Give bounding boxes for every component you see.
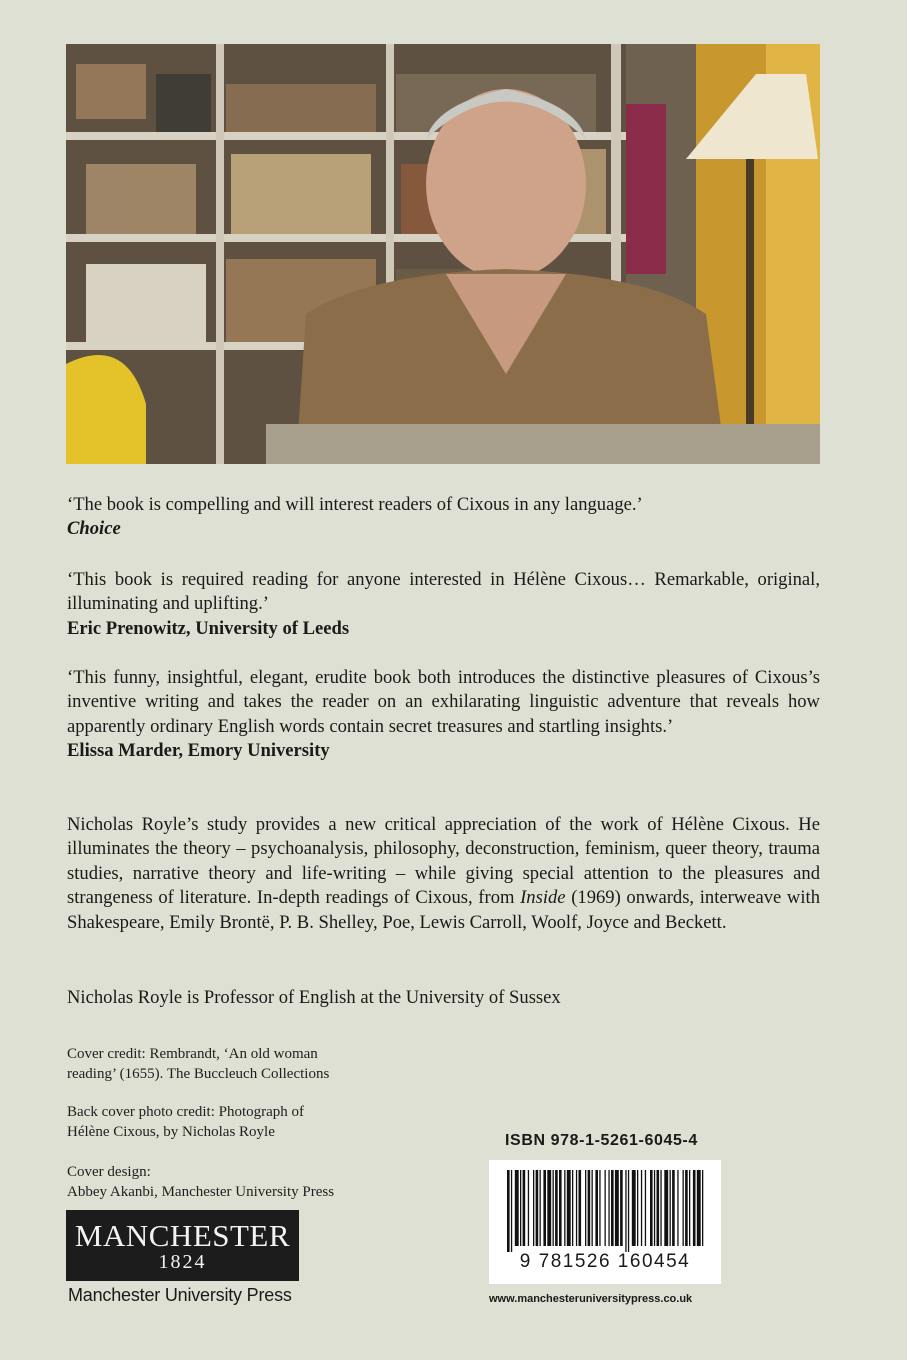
barcode-bar: [685, 1170, 688, 1246]
isbn-label: ISBN 978-1-5261-6045-4: [505, 1132, 698, 1149]
barcode-bar: [564, 1170, 565, 1246]
barcode-bar: [555, 1170, 558, 1246]
barcode-bar: [650, 1170, 653, 1246]
review-1: [67, 493, 820, 542]
barcode-bar: [632, 1170, 636, 1246]
author-photo-illustration: [66, 44, 820, 464]
barcode-bar: [511, 1170, 512, 1252]
barcode-bar: [592, 1170, 593, 1246]
barcode-bar: [608, 1170, 609, 1246]
photo-credit: [67, 1102, 304, 1142]
blurb-text-2: (1969) onwards, interweave with Shakespeare, Emily Brontë, P. B. Shelley, Poe, Lewis Carroll, Woolf, Joyce and Beckett.: [67, 887, 820, 933]
review-2: [67, 568, 820, 641]
barcode-bar: [520, 1170, 521, 1246]
barcode-bar: [670, 1170, 671, 1246]
barcode-bar: [533, 1170, 534, 1246]
review-1-source: Choice: [67, 518, 121, 540]
cover-credit-line-1: Cover credit: Rembrandt, ‘An old woman: [67, 1046, 318, 1062]
publisher-url: www.manchesteruniversitypress.co.uk: [489, 1293, 693, 1305]
barcode-bar: [515, 1170, 519, 1246]
review-2-quote: ‘This book is required reading for anyone interested in Hélène Cixous… Remarkable, original, illuminating and uplifting.’: [67, 569, 820, 615]
barcode-bar: [697, 1170, 701, 1246]
barcode-bar: [645, 1170, 646, 1246]
photo-credit-line-1: Back cover photo credit: Photograph of: [67, 1104, 305, 1120]
barcode-bar: [625, 1170, 626, 1252]
author-bio: [67, 986, 820, 1010]
barcode-bar: [576, 1170, 577, 1246]
author-photo: [66, 44, 820, 464]
barcode-bar: [641, 1170, 642, 1246]
barcode-bar: [559, 1170, 562, 1246]
photo-credit-line-2: Hélène Cixous, by Nicholas Royle: [67, 1124, 275, 1140]
book-blurb: [67, 813, 820, 935]
barcode-bar: [579, 1170, 582, 1246]
barcode-bar: [654, 1170, 655, 1246]
barcode-bar: [605, 1170, 606, 1246]
blurb-title-inside: Inside: [520, 887, 566, 909]
barcode-bar: [677, 1170, 678, 1246]
review-3: [67, 666, 820, 764]
barcode-bar: [588, 1170, 591, 1246]
design-credit-line-1: Cover design:: [67, 1164, 151, 1180]
barcode-bar: [599, 1170, 600, 1246]
blurb-text-1: Nicholas Royle’s study provides a new critical appreciation of the work of Hélène Cixous. He illuminates the theory – psychoanalysis, philosophy, deconstruction, feminism, queer theory, trauma studies, narrative theory and life-writing – while giving special attention to the pleasures and strangeness of literature. In-depth readings of Cixous, from: [67, 814, 820, 909]
publisher-name: Manchester University Press: [68, 1285, 292, 1305]
barcode-bar: [611, 1170, 614, 1246]
barcode-bar: [543, 1170, 546, 1246]
barcode-bar: [660, 1170, 661, 1246]
barcode-bar: [637, 1170, 638, 1246]
barcode-bar: [523, 1170, 526, 1246]
barcode-bar: [540, 1170, 541, 1246]
design-credit-line-2: Abbey Akanbi, Manchester University Press: [67, 1184, 335, 1200]
barcode-bars: [503, 1170, 707, 1252]
barcode-bar: [553, 1170, 554, 1246]
barcode-digits: 9 781526 160454: [519, 1251, 691, 1272]
review-2-source: Eric Prenowitz, University of Leeds: [67, 617, 350, 639]
barcode-bar: [628, 1170, 629, 1252]
barcode-bar: [507, 1170, 510, 1252]
barcode-bar: [689, 1170, 690, 1246]
barcode-bar: [693, 1170, 696, 1246]
barcode-bar: [702, 1170, 703, 1246]
barcode-bar: [672, 1170, 675, 1246]
publisher-logo: [66, 1210, 299, 1281]
barcode-bar: [585, 1170, 586, 1246]
barcode-bar: [664, 1170, 668, 1246]
barcode-bar: [536, 1170, 539, 1246]
review-1-quote: ‘The book is compelling and will interest readers of Cixous in any language.’: [67, 494, 643, 515]
barcode-bar: [620, 1170, 623, 1246]
barcode-bar: [572, 1170, 573, 1246]
publisher-logo-year: 1824: [158, 1251, 207, 1273]
barcode-bar: [595, 1170, 598, 1246]
review-3-quote: ‘This funny, insightful, elegant, erudite book both introduces the distinctive pleasures of Cixous’s inventive writing and takes the reader on an exhilarating linguistic adventure that reveals how apparently ordinary English words contain secret treasures and startling insights.’: [67, 667, 820, 737]
cover-credit: [67, 1044, 329, 1084]
barcode: [489, 1160, 721, 1284]
barcode-bar: [528, 1170, 529, 1246]
barcode-bar: [683, 1170, 684, 1246]
barcode-bar: [615, 1170, 619, 1246]
blurb-paragraph: [67, 813, 820, 935]
review-3-source: Elissa Marder, Emory University: [67, 740, 330, 762]
design-credit: [67, 1162, 334, 1202]
author-bio-text: Nicholas Royle is Professor of English at the University of Sussex: [67, 987, 561, 1008]
barcode-bar: [567, 1170, 571, 1246]
barcode-bar: [657, 1170, 660, 1246]
publisher-logo-name: MANCHESTER: [74, 1218, 291, 1253]
barcode-bar: [547, 1170, 551, 1246]
cover-credit-line-2: reading’ (1655). The Buccleuch Collections: [67, 1066, 330, 1082]
